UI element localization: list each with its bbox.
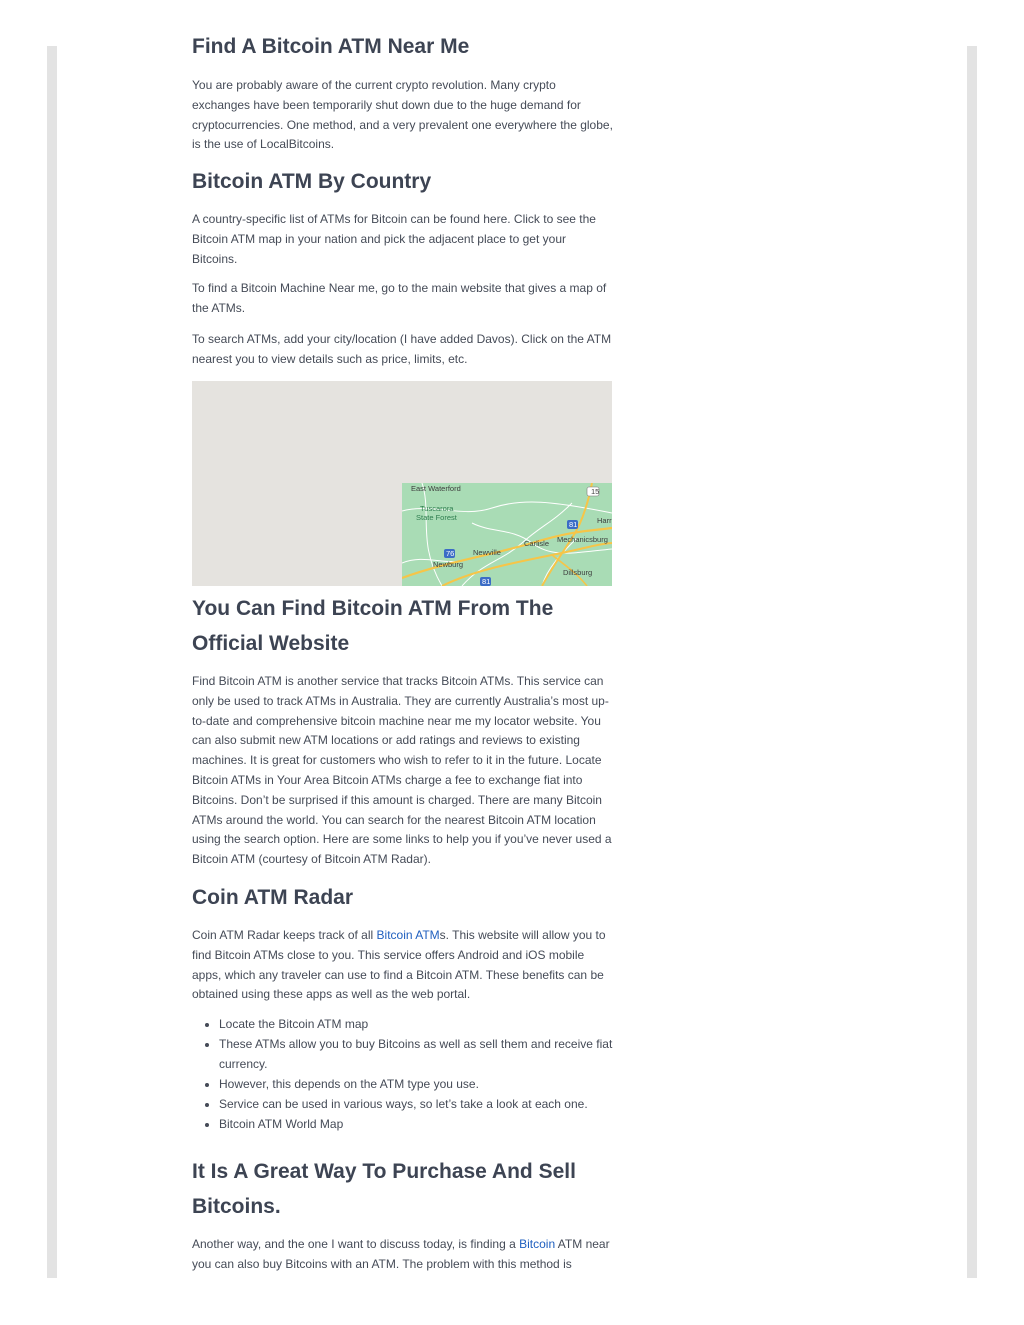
section-official-website xyxy=(192,591,613,870)
section-atm-by-country xyxy=(192,164,613,370)
map-label-carlisle: Carlisle xyxy=(524,539,550,548)
route-81-label-south: 81 xyxy=(482,577,491,586)
paragraph-country-list: A country-specific list of ATMs for Bitcoin can be found here. Click to see the Bitcoin ATM map in your nation and pick the adjacent place to get your Bitcoins. xyxy=(192,212,596,266)
list-item: • Service can be used in various ways, so let’s take a look at each one. xyxy=(219,1094,613,1114)
list-item: • These ATMs allow you to buy Bitcoins as well as sell them and receive fiat currency. xyxy=(219,1034,613,1074)
paragraph-crypto-revolution: You are probably aware of the current crypto revolution. Many crypto exchanges have been temporarily shut down due to the huge demand for cryptocurrencies. One method, and a very prevalent one everywhere the globe, is the use of LocalBitcoins. xyxy=(192,78,613,152)
paragraph-coin-atm-radar xyxy=(192,926,613,1005)
route-15-label: 15 xyxy=(591,487,600,496)
bitcoin-link[interactable]: Bitcoin xyxy=(519,1237,556,1251)
map-label-state-forest: State Forest xyxy=(416,513,457,522)
paragraph-text-end: ATM near you can also buy Bitcoins with an ATM. The problem with this method is xyxy=(192,1237,610,1271)
section-find-atm xyxy=(192,76,613,155)
paragraph-machine-near-me: To find a Bitcoin Machine Near me, go to the main website that gives a map of the ATMs. xyxy=(192,281,607,316)
heading-coin-atm-radar: Coin ATM Radar xyxy=(192,886,353,909)
section-coin-atm-radar xyxy=(192,880,613,1134)
map-label-dillsburg: Dillsburg xyxy=(563,568,593,577)
route-76-label: 76 xyxy=(446,549,455,558)
map-label-tuscarora: Tuscarora xyxy=(420,504,454,513)
feature-bullet-list xyxy=(192,1014,613,1134)
list-item: • Bitcoin ATM World Map xyxy=(219,1114,613,1134)
paragraph-another-way xyxy=(192,1235,613,1275)
map-tile-graphic xyxy=(402,483,612,586)
heading-atm-by-country: Bitcoin ATM By Country xyxy=(192,170,432,193)
section-purchase-sell xyxy=(192,1154,613,1275)
map-tile[interactable] xyxy=(402,483,612,586)
paragraph-search-atms: To search ATMs, add your city/location (I have added Davos). Click on the ATM nearest you to view details such as price, limits, etc. xyxy=(192,331,612,366)
bitcoin-atm-link[interactable]: Bitcoin ATM xyxy=(376,928,440,942)
list-item: • However, this depends on the ATM type you use. xyxy=(219,1074,613,1094)
atm-map[interactable] xyxy=(192,381,612,586)
paragraph-text-start: Coin ATM Radar keeps track of all xyxy=(192,928,377,942)
map-label-east-waterford: East Waterford xyxy=(411,484,461,493)
heading-find-atm: Find A Bitcoin ATM Near Me xyxy=(192,35,470,58)
clipped-heading-container xyxy=(192,30,613,60)
right-page-gutter xyxy=(967,46,977,1278)
heading-purchase-sell: It Is A Great Way To Purchase And Sell Bitcoins. xyxy=(192,1160,576,1218)
paragraph-find-bitcoin-atm: Find Bitcoin ATM is another service that tracks Bitcoin ATMs. This service can only be used to track ATMs in Australia. They are currently Australia’s most up-to-date and comprehensive bitcoin machine near me my locator website. You can also submit new ATM locations or add ratings and reviews to existing machines. It is great for customers who wish to refer to it in the future. Locate Bitcoin ATMs in Your Area Bitcoin ATMs charge a fee to exchange fiat into Bitcoins. Don’t be surprised if this amount is charged. There are many Bitcoin ATMs around the world. You can search for the nearest Bitcoin ATM location using the search option. Here are some links to help you if you’ve never used a Bitcoin ATM (courtesy of Bitcoin ATM Radar). xyxy=(192,674,612,867)
left-page-gutter xyxy=(47,46,57,1278)
map-label-mechanicsburg: Mechanicsburg xyxy=(557,535,608,544)
map-label-harrisburg: Harr xyxy=(597,516,612,525)
map-label-newburg: Newburg xyxy=(433,560,464,569)
list-item: • Locate the Bitcoin ATM map xyxy=(219,1014,613,1034)
paragraph-text-start: Another way, and the one I want to discuss today, is finding a xyxy=(192,1237,520,1251)
map-label-newville: Newville xyxy=(473,548,501,557)
route-81-label-north: 81 xyxy=(569,520,578,529)
heading-official-website: You Can Find Bitcoin ATM From The Official Website xyxy=(192,597,554,655)
paragraph-text-end: s. This website will allow you to find Bitcoin ATMs close to you. This service offers Android and iOS mobile apps, which any traveler can use to find a Bitcoin ATM. These benefits can be obtained using these apps as well as the web portal. xyxy=(192,928,606,1002)
